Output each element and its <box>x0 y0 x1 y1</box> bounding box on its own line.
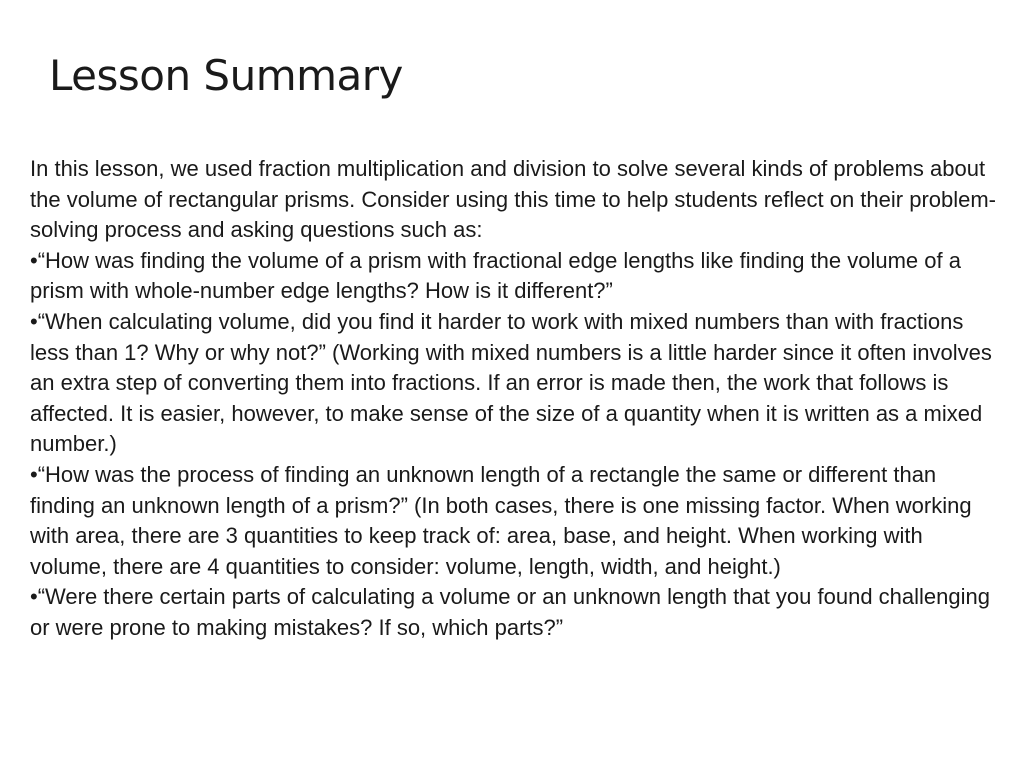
slide-title: Lesson Summary <box>49 51 403 100</box>
bullet-item: •“Were there certain parts of calculating a volume or an unknown length that you found challenging or were prone to making mistakes? If so, which parts?” <box>30 584 990 640</box>
bullet-item: •“When calculating volume, did you find it harder to work with mixed numbers than with fractions less than 1? Why or why not?” (Working with mixed numbers is a little harder since it often involves an extra step of converting them into fractions. If an error is made then, the work that follows is affected. It is easier, however, to make sense of the size of a quantity when it is written as a mixed number.) <box>30 308 992 457</box>
intro-paragraph: In this lesson, we used fraction multiplication and division to solve several kinds of problems about the volume of rectangular prisms. Consider using this time to help students reflect on their problem-solving process and asking questions such as: <box>30 156 997 243</box>
bullet-item: •“How was the process of finding an unknown length of a rectangle the same or different than finding an unknown length of a prism?” (In both cases, there is one missing factor. When working with area, there are 3 quantities to keep track of: area, base, and height. When working with volume, there are 4 quantities to consider: volume, length, width, and height.) <box>30 461 972 579</box>
bullet-item: •“How was finding the volume of a prism with fractional edge lengths like finding the volume of a prism with whole-number edge lengths? How is it different?” <box>30 247 961 304</box>
slide-body <box>30 154 1005 644</box>
